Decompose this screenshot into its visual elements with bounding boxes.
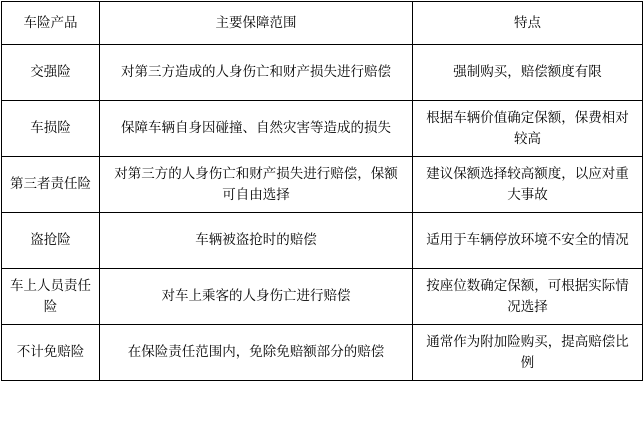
cell-feature: 根据车辆价值确定保额，保费相对较高 [413, 101, 643, 157]
table-row [2, 45, 643, 101]
cell-feature: 通常作为附加险购买，提高赔偿比例 [413, 325, 643, 381]
table-row [2, 269, 643, 325]
cell-product: 第三者责任险 [2, 157, 100, 213]
cell-coverage: 在保险责任范围内，免除免赔额部分的赔偿 [100, 325, 413, 381]
insurance-comparison-table [1, 1, 643, 381]
cell-coverage: 对车上乘客的人身伤亡进行赔偿 [100, 269, 413, 325]
cell-feature: 按座位数确定保额，可根据实际情况选择 [413, 269, 643, 325]
cell-coverage: 对第三方的人身伤亡和财产损失进行赔偿，保额可自由选择 [100, 157, 413, 213]
column-header-feature: 特点 [413, 2, 643, 45]
cell-coverage: 车辆被盗抢时的赔偿 [100, 213, 413, 269]
cell-product: 交强险 [2, 45, 100, 101]
cell-coverage: 对第三方造成的人身伤亡和财产损失进行赔偿 [100, 45, 413, 101]
cell-product: 盗抢险 [2, 213, 100, 269]
cell-product: 车上人员责任险 [2, 269, 100, 325]
cell-feature: 强制购买，赔偿额度有限 [413, 45, 643, 101]
table-row [2, 157, 643, 213]
table-row [2, 213, 643, 269]
cell-product: 不计免赔险 [2, 325, 100, 381]
table-row [2, 101, 643, 157]
column-header-coverage: 主要保障范围 [100, 2, 413, 45]
cell-coverage: 保障车辆自身因碰撞、自然灾害等造成的损失 [100, 101, 413, 157]
cell-feature: 适用于车辆停放环境不安全的情况 [413, 213, 643, 269]
table-header-row [2, 2, 643, 45]
cell-product: 车损险 [2, 101, 100, 157]
cell-feature: 建议保额选择较高额度，以应对重大事故 [413, 157, 643, 213]
column-header-product: 车险产品 [2, 2, 100, 45]
table-row [2, 325, 643, 381]
insurance-table-container [0, 1, 643, 447]
